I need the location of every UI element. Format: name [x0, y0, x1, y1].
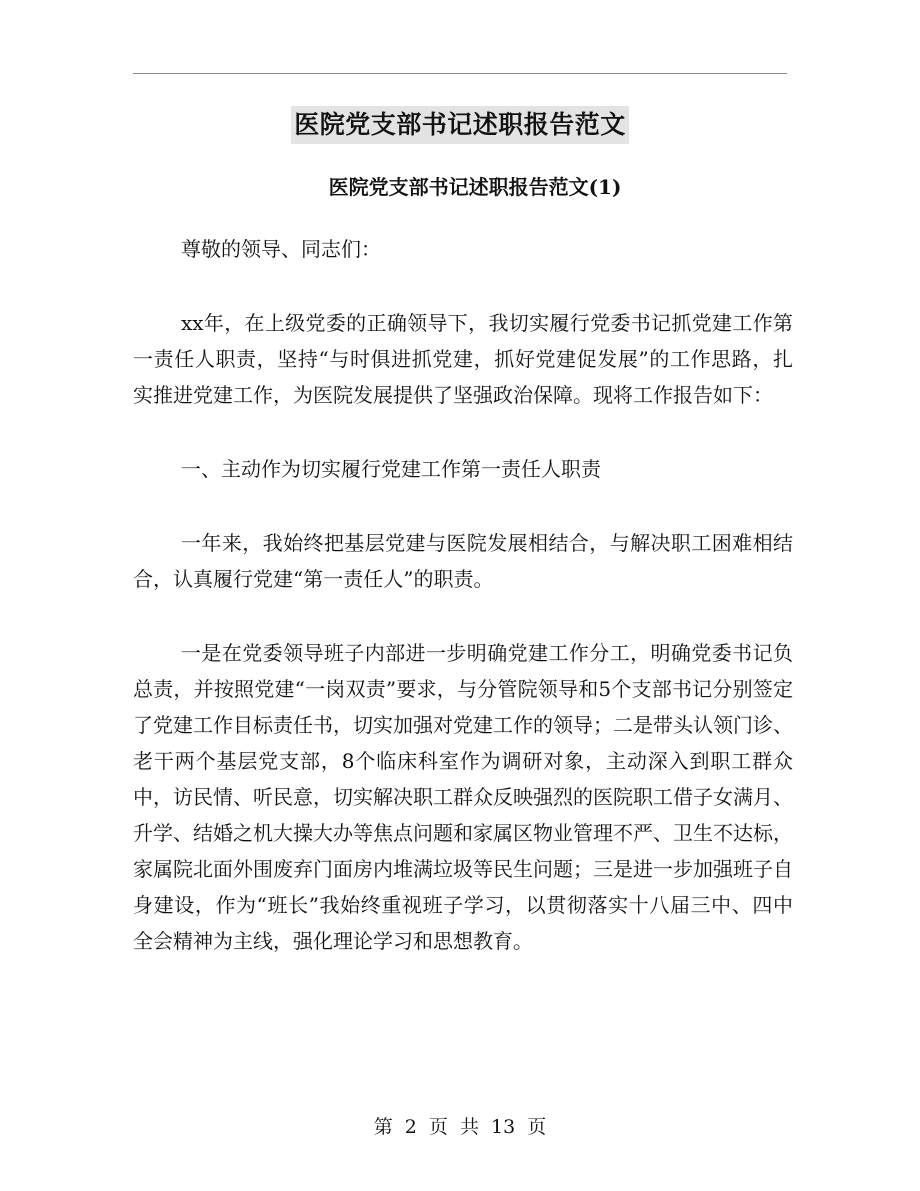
section-title: 医院党支部书记述职报告范文(1)	[328, 175, 622, 199]
document-body	[133, 231, 793, 997]
header-divider	[133, 73, 787, 74]
salutation: 尊敬的领导、同志们：	[181, 237, 381, 261]
paragraph: 一是在党委领导班子内部进一步明确党建工作分工，明确党委书记负总责，并按照党建“一岗双责”要求，与分管院领导和5个支部书记分别签定了党建工作目标责任书，切实加强对党建工作的领导；二是带头认领门诊、老干两个基层党支部，8个临床科室作为调研对象，主动深入到职工群众中，访民情、听民意，切实解决职工群众反映强烈的医院职工借子女满月、升学、结婚之机大操大办等焦点问题和家属区物业管理不严、卫生不达标，家属院北面外围废弃门面房内堆满垃圾等民生问题；三是进一步加强班子自身建设，作为“班长”我始终重视班子学习，以贯彻落实十八届三中、四中全会精神为主线，强化理论学习和思想教育。	[133, 641, 793, 953]
paragraph: 一年来，我始终把基层党建与医院发展相结合，与解决职工困难相结合，认真履行党建“第一责任人”的职责。	[133, 531, 793, 591]
section-heading: 一、主动作为切实履行党建工作第一责任人职责	[181, 457, 601, 481]
paragraph: xx年，在上级党委的正确领导下，我切实履行党委书记抓党建工作第一责任人职责，坚持“与时俱进抓党建，抓好党建促发展”的工作思路，扎实推进党建工作，为医院发展提供了坚强政治保障。现将工作报告如下：	[133, 311, 793, 407]
page-indicator: 第 2 页 共 13 页	[373, 1116, 547, 1138]
document-title: 医院党支部书记述职报告范文	[291, 106, 629, 144]
document-title-container	[0, 106, 920, 148]
